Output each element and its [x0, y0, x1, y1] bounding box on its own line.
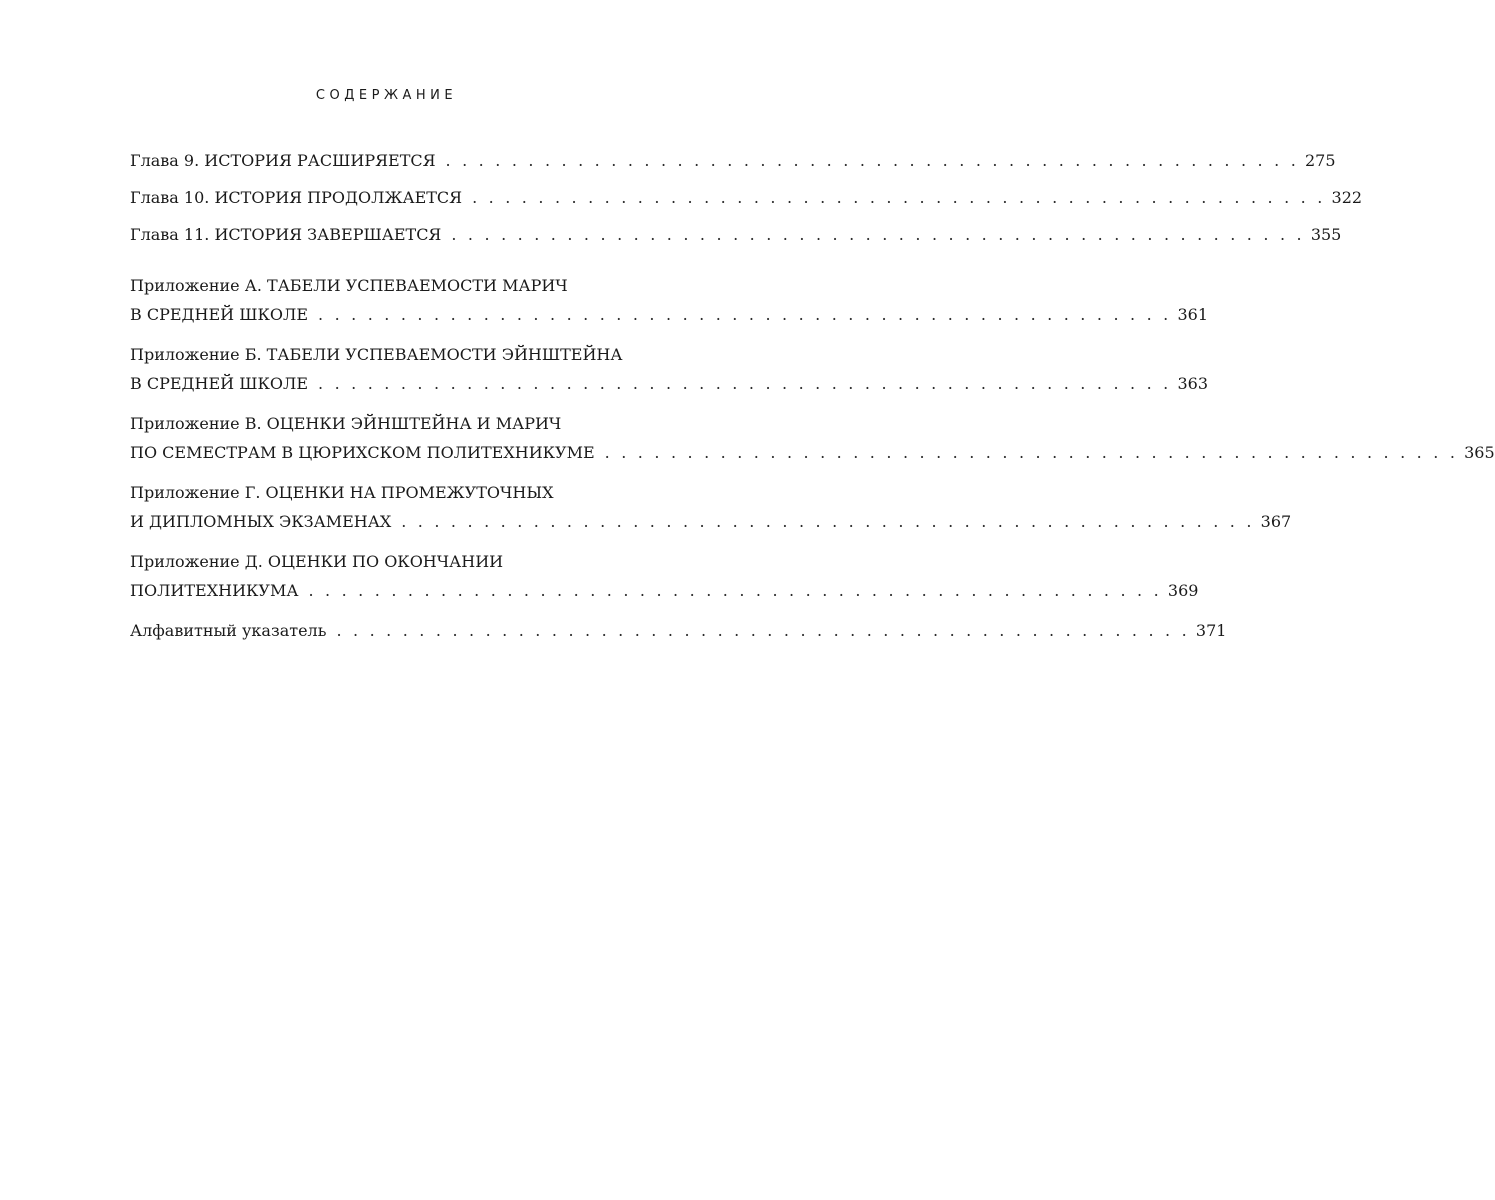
dot-leader: . . . . . . . . . . . . . . . . . . . . . . . . . . . . . . . . . . . . . . . . . . . . . . . . . . . . [401, 512, 1255, 531]
dot-leader: . . . . . . . . . . . . . . . . . . . . . . . . . . . . . . . . . . . . . . . . . . . . . . . . . . . . [451, 225, 1305, 244]
dot-leader: . . . . . . . . . . . . . . . . . . . . . . . . . . . . . . . . . . . . . . . . . . . . . . . . . . . . [604, 443, 1459, 462]
entry-title-line-1: Приложение В. ОЦЕНКИ ЭЙНШТЕЙНА И МАРИЧ [130, 414, 562, 433]
toc-line [130, 183, 1363, 212]
entry-title-line-1: Приложение Г. ОЦЕНКИ НА ПРОМЕЖУТОЧНЫХ [130, 483, 554, 502]
entry-title: Глава 11. ИСТОРИЯ ЗАВЕРШАЕТСЯ [130, 225, 442, 244]
toc-heading: СОДЕРЖАНИЕ [315, 88, 458, 103]
entry-title-line-2: В СРЕДНЕЙ ШКОЛЕ [130, 374, 308, 393]
page-number: 367 [1260, 512, 1292, 531]
toc-line [130, 576, 1199, 605]
page-number: 371 [1195, 621, 1227, 640]
toc-line [130, 438, 1495, 467]
dot-leader: . . . . . . . . . . . . . . . . . . . . . . . . . . . . . . . . . . . . . . . . . . . . . . . . . . . . [318, 305, 1172, 324]
entry-title-line-1: Приложение Д. ОЦЕНКИ ПО ОКОНЧАНИИ [130, 552, 504, 571]
toc-entry-appendix-b[interactable] [130, 340, 1208, 398]
toc-line [130, 507, 1292, 536]
toc-line [130, 300, 1208, 329]
dot-leader: . . . . . . . . . . . . . . . . . . . . . . . . . . . . . . . . . . . . . . . . . . . . . . . . . . . . [308, 581, 1162, 600]
toc-entry-chapter-11[interactable] [130, 220, 1342, 249]
dot-leader: . . . . . . . . . . . . . . . . . . . . . . . . . . . . . . . . . . . . . . . . . . . . . . . . . . . . [336, 621, 1190, 640]
table-of-contents [130, 146, 1495, 645]
entry-title: Алфавитный указатель [130, 621, 327, 640]
toc-entry-chapter-10[interactable] [130, 183, 1363, 212]
page-number: 275 [1304, 151, 1336, 170]
entry-title-line-2: ПО СЕМЕСТРАМ В ЦЮРИХСКОМ ПОЛИТЕХНИКУМЕ [130, 443, 595, 462]
entry-title-line-2: ПОЛИТЕХНИКУМА [130, 581, 299, 600]
page-number: 322 [1331, 188, 1363, 207]
dot-leader: . . . . . . . . . . . . . . . . . . . . . . . . . . . . . . . . . . . . . . . . . . . . . . . . . . . . [472, 188, 1326, 207]
entry-title-line-2: В СРЕДНЕЙ ШКОЛЕ [130, 305, 308, 324]
dot-leader: . . . . . . . . . . . . . . . . . . . . . . . . . . . . . . . . . . . . . . . . . . . . . . . . . . . . [318, 374, 1172, 393]
toc-line [130, 369, 1208, 398]
toc-line [130, 220, 1342, 249]
toc-line [130, 616, 1227, 645]
entry-title: Глава 9. ИСТОРИЯ РАСШИРЯЕТСЯ [130, 151, 436, 170]
toc-entry-appendix-d[interactable] [130, 547, 1199, 605]
entry-title-line-2: И ДИПЛОМНЫХ ЭКЗАМЕНАХ [130, 512, 392, 531]
entry-title-line-1: Приложение А. ТАБЕЛИ УСПЕВАЕМОСТИ МАРИЧ [130, 276, 568, 295]
toc-entry-index[interactable] [130, 616, 1227, 645]
entry-title-line-1: Приложение Б. ТАБЕЛИ УСПЕВАЕМОСТИ ЭЙНШТЕЙНА [130, 345, 623, 364]
page-number: 369 [1167, 581, 1199, 600]
entry-title: Глава 10. ИСТОРИЯ ПРОДОЛЖАЕТСЯ [130, 188, 463, 207]
toc-entry-appendix-a[interactable] [130, 271, 1208, 329]
page-number: 355 [1310, 225, 1342, 244]
dot-leader: . . . . . . . . . . . . . . . . . . . . . . . . . . . . . . . . . . . . . . . . . . . . . . . . . . . . [445, 151, 1299, 170]
toc-entry-appendix-v[interactable] [130, 409, 1495, 467]
toc-line [130, 146, 1336, 175]
toc-entry-appendix-g[interactable] [130, 478, 1292, 536]
page-number: 365 [1464, 443, 1495, 462]
page-number: 361 [1177, 305, 1208, 324]
page-number: 363 [1177, 374, 1208, 393]
toc-entry-chapter-9[interactable] [130, 146, 1336, 175]
